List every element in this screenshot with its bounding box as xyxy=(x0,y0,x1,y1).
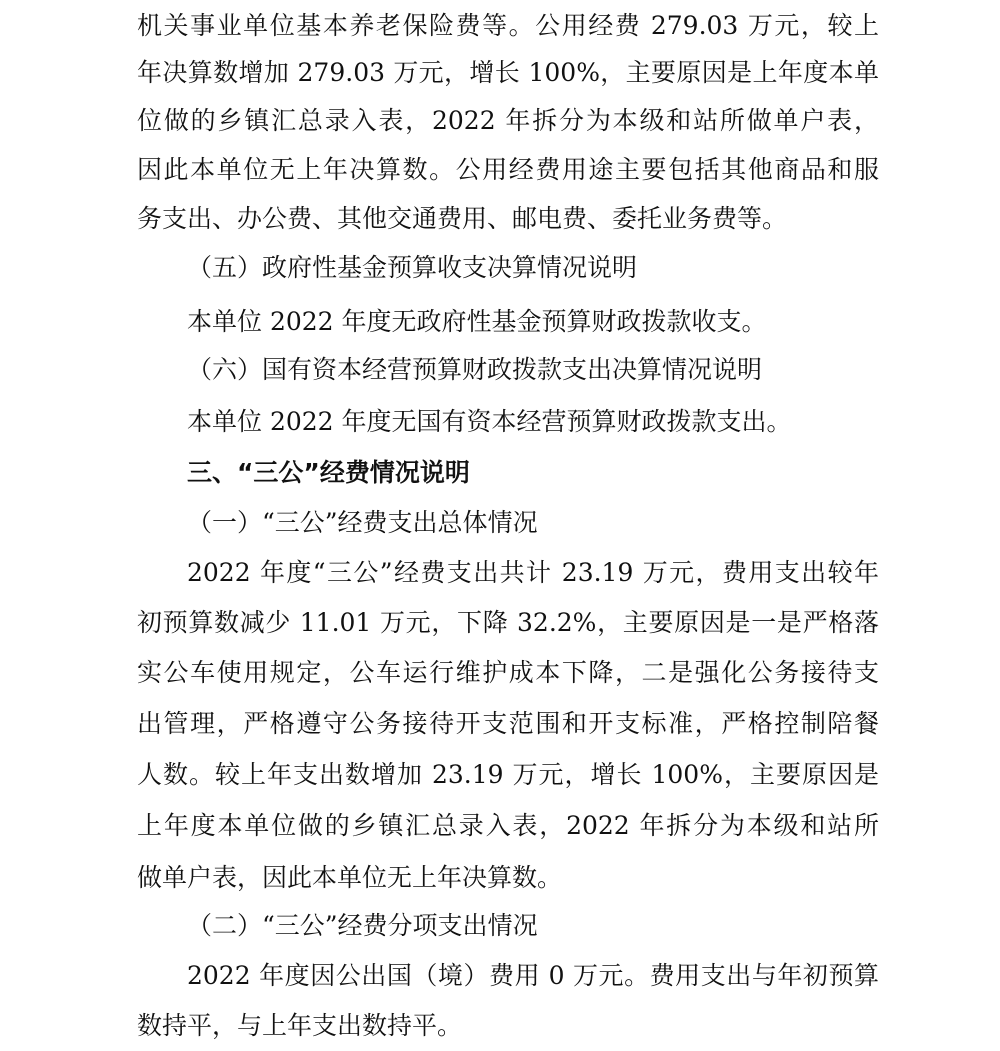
paragraph-line: 2022 年度“三公”经费支出共计 23.19 万元，费用支出较年 xyxy=(187,558,879,587)
paragraph-line: 数持平，与上年支出数持平。 xyxy=(137,1011,463,1040)
section-heading: （五）政府性基金预算收支决算情况说明 xyxy=(187,253,638,282)
paragraph-line: 人数。较上年支出数增加 23.19 万元，增长 100%，主要原因是 xyxy=(137,760,879,789)
chapter-heading: 三、“三公”经费情况说明 xyxy=(187,458,470,487)
paragraph-line: 实公车使用规定，公车运行维护成本下降，二是强化公务接待支 xyxy=(137,658,879,687)
section-heading: （二）“三公”经费分项支出情况 xyxy=(187,911,538,940)
section-heading: （六）国有资本经营预算财政拨款支出决算情况说明 xyxy=(187,355,763,384)
paragraph-line: 本单位 2022 年度无国有资本经营预算财政拨款支出。 xyxy=(187,407,792,436)
paragraph-line: 2022 年度因公出国（境）费用 0 万元。费用支出与年初预算 xyxy=(187,961,879,990)
section-heading: （一）“三公”经费支出总体情况 xyxy=(187,508,538,537)
paragraph-line: 本单位 2022 年度无政府性基金预算财政拨款收支。 xyxy=(187,307,767,336)
paragraph-line: 机关事业单位基本养老保险费等。公用经费 279.03 万元，较上 xyxy=(137,11,879,40)
paragraph-line: 因此本单位无上年决算数。公用经费用途主要包括其他商品和服 xyxy=(137,155,879,184)
paragraph-line: 出管理，严格遵守公务接待开支范围和开支标准，严格控制陪餐 xyxy=(137,709,879,738)
paragraph-line: 位做的乡镇汇总录入表，2022 年拆分为本级和站所做单户表， xyxy=(137,106,879,135)
paragraph-line: 上年度本单位做的乡镇汇总录入表，2022 年拆分为本级和站所 xyxy=(137,811,879,840)
paragraph-line: 初预算数减少 11.01 万元，下降 32.2%，主要原因是一是严格落 xyxy=(137,608,879,637)
paragraph-line: 务支出、办公费、其他交通费用、邮电费、委托业务费等。 xyxy=(137,204,788,233)
paragraph-line: 年决算数增加 279.03 万元，增长 100%，主要原因是上年度本单 xyxy=(137,58,879,87)
paragraph-line: 做单户表，因此本单位无上年决算数。 xyxy=(137,863,563,892)
